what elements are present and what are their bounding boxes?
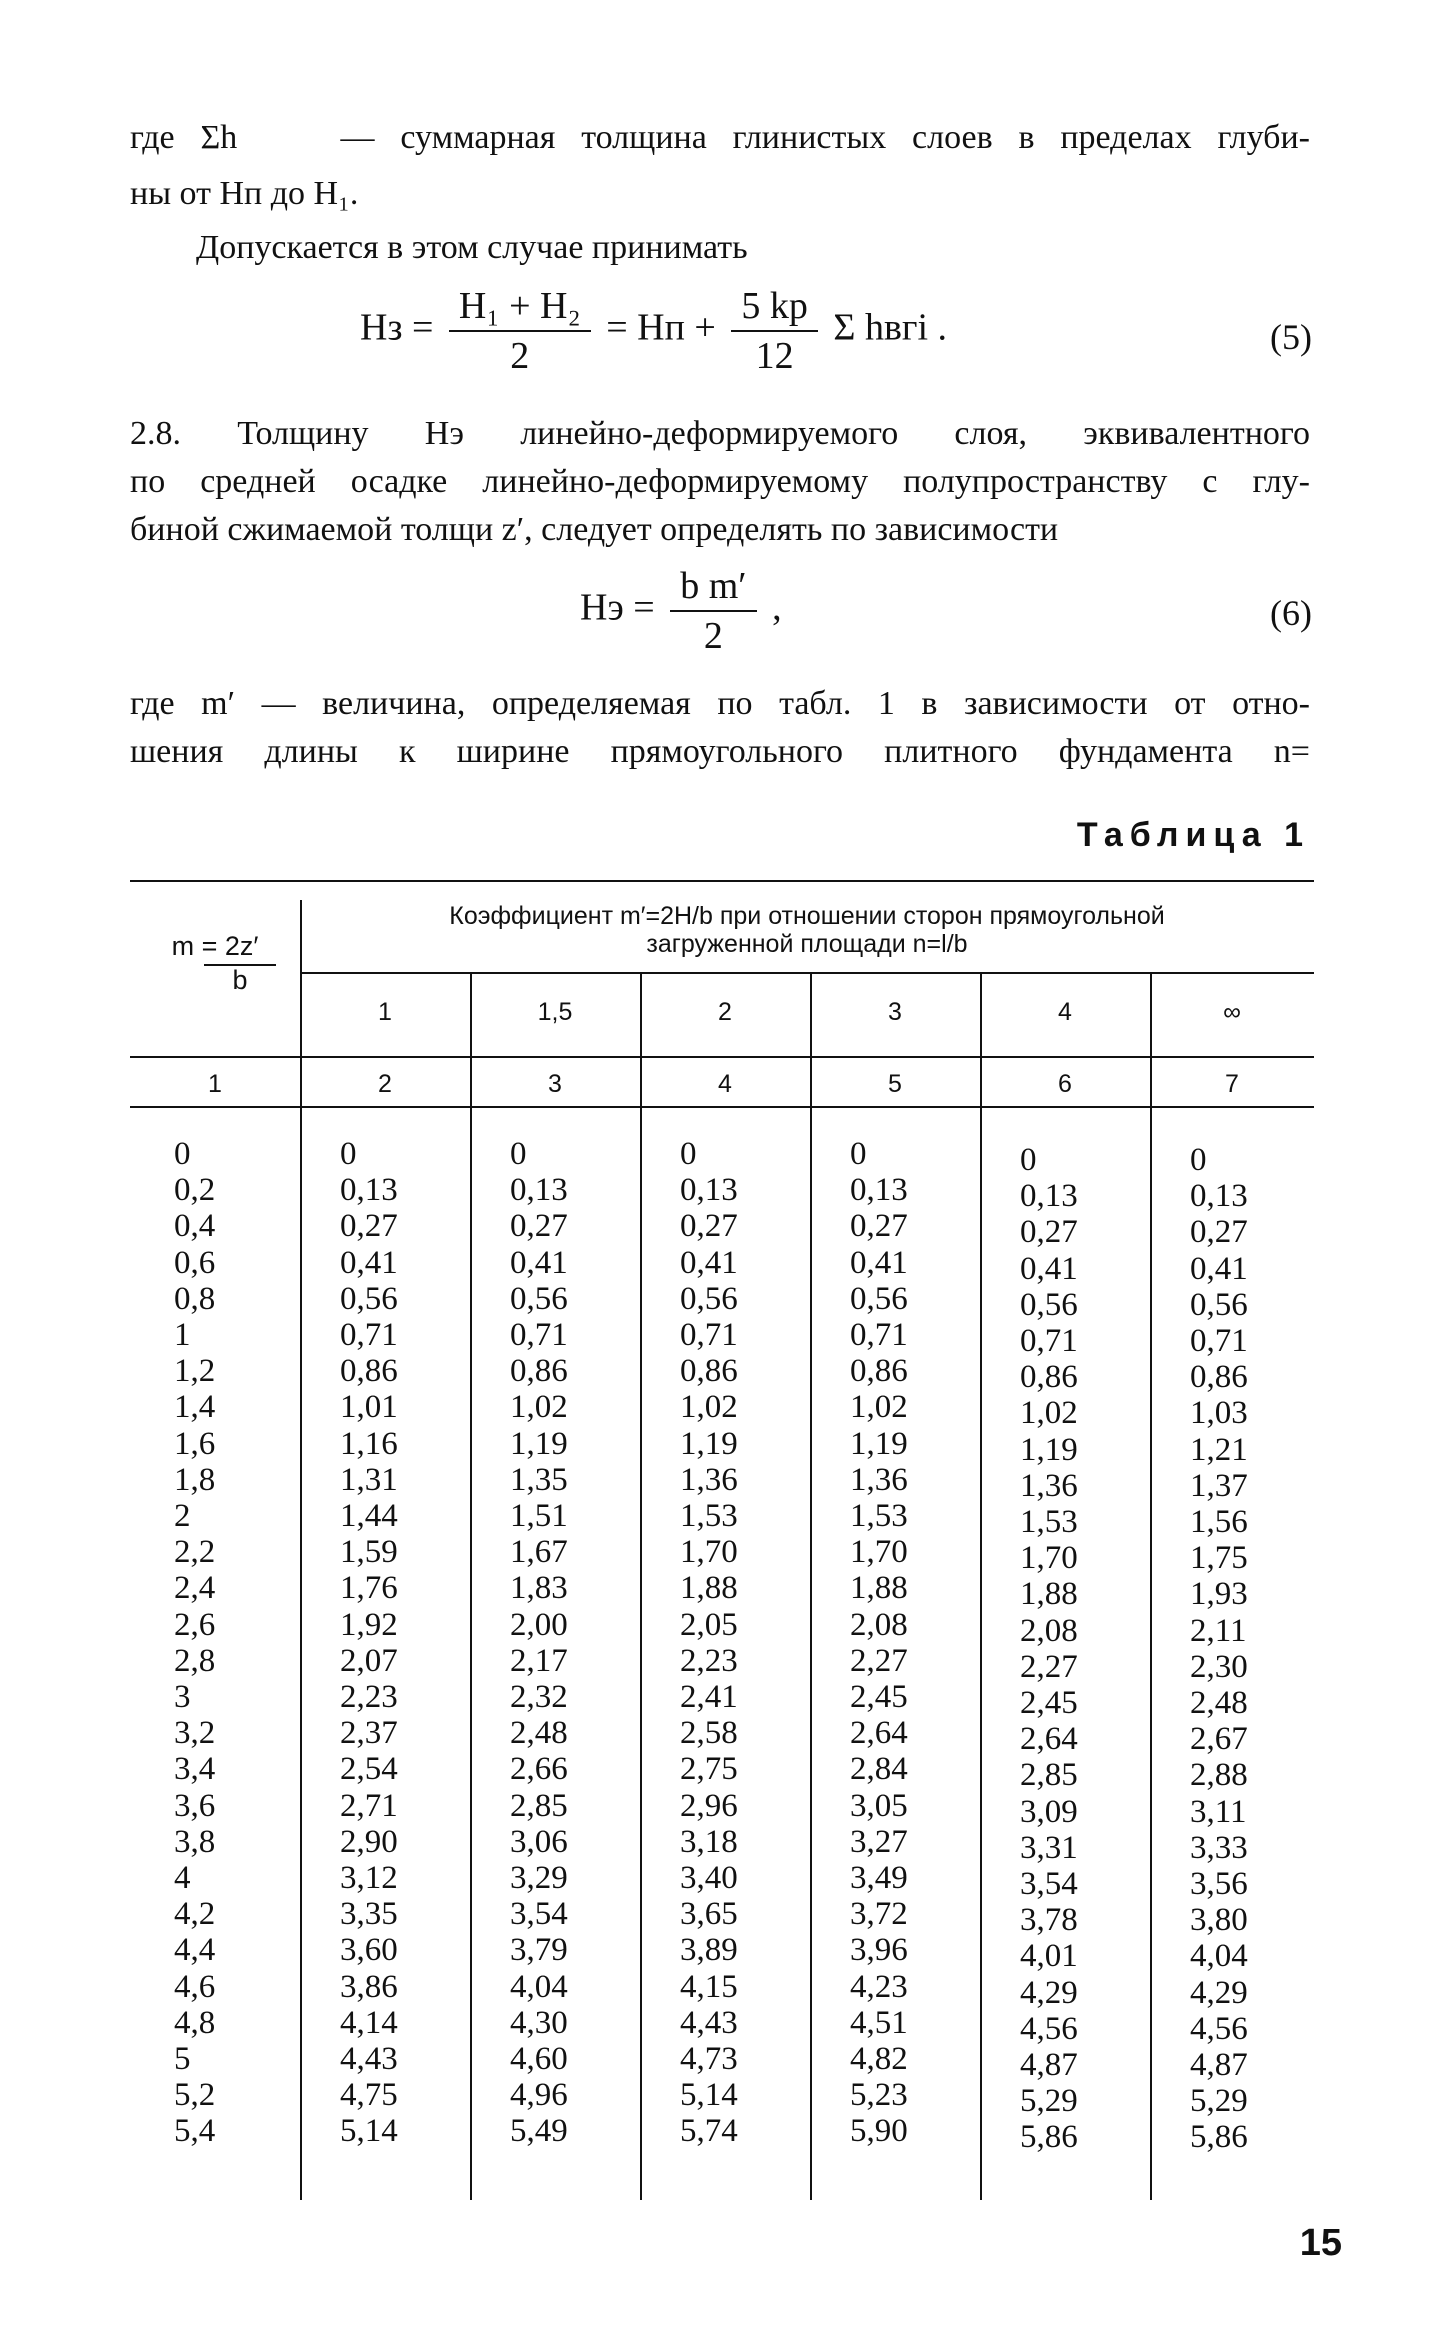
table-cell: 2,48 xyxy=(510,1715,568,1752)
table-cell: 1,76 xyxy=(340,1570,398,1607)
table-cell: 2,17 xyxy=(510,1642,568,1679)
table-cell: 1,53 xyxy=(850,1498,908,1535)
table-cell: 4,87 xyxy=(1020,2047,1078,2084)
data-table xyxy=(130,880,1314,2200)
table-cell: 3,96 xyxy=(850,1932,908,1969)
paragraph-line: ны от Hп до H₁. xyxy=(130,175,359,212)
table-header-rule xyxy=(130,1056,1314,1058)
table-cell: 2,30 xyxy=(1190,1648,1248,1685)
table-cell: 4,43 xyxy=(680,2004,738,2041)
table-cell: 0,56 xyxy=(340,1280,398,1317)
table-cell: 0,71 xyxy=(1020,1323,1078,1360)
table-cell: 2,48 xyxy=(1190,1685,1248,1722)
table-cell: 0,13 xyxy=(850,1172,908,1209)
table-cell: 2,64 xyxy=(850,1715,908,1752)
table-cell: 0,13 xyxy=(1020,1178,1078,1215)
table-cell: 3,2 xyxy=(174,1715,216,1752)
table-cell: 0,27 xyxy=(680,1208,738,1245)
table-cell: 4,51 xyxy=(850,2004,908,2041)
table-cell: 4,96 xyxy=(510,2077,568,2114)
table-cell: 2,45 xyxy=(1020,1685,1078,1722)
table-cell: 1,83 xyxy=(510,1570,568,1607)
table-cell: 4,04 xyxy=(1190,1938,1248,1975)
table-cell: 2,45 xyxy=(850,1679,908,1716)
table-cell: 3,80 xyxy=(1190,1902,1248,1939)
table-cell: 0,27 xyxy=(850,1208,908,1245)
table-caption: Таблица 1 xyxy=(1076,816,1310,854)
table-cell: 1,02 xyxy=(1020,1395,1078,1432)
table-cell: 4 xyxy=(174,1860,191,1897)
column-coefficient xyxy=(680,1136,738,2150)
table-cell: 0,41 xyxy=(340,1244,398,1281)
table-cell: 0,56 xyxy=(680,1280,738,1317)
column-number: 5 xyxy=(888,1070,902,1098)
table-cell: 3,8 xyxy=(174,1823,216,1860)
formula-tail: , xyxy=(772,586,782,629)
table-cell: 2,2 xyxy=(174,1534,216,1571)
formula-tail: Σ hвгi . xyxy=(833,306,948,349)
table-cell: 0,27 xyxy=(1020,1214,1078,1251)
table-cell: 0,71 xyxy=(1190,1323,1248,1360)
table-cell: 3,29 xyxy=(510,1860,568,1897)
table-cell: 1,21 xyxy=(1190,1431,1248,1468)
table-cell: 2,27 xyxy=(1020,1648,1078,1685)
table-cell: 1,67 xyxy=(510,1534,568,1571)
fraction-numerator: H₁ + H₂ xyxy=(449,284,591,332)
table-cell: 3,86 xyxy=(340,1968,398,2005)
table-cell: 2,4 xyxy=(174,1570,216,1607)
table-cell: 5,14 xyxy=(340,2113,398,2150)
table-cell: 0,41 xyxy=(1190,1250,1248,1287)
table-cell: 5,2 xyxy=(174,2077,216,2114)
paragraph-line: биной сжимаемой толщи z′, следует определять по зависимости xyxy=(130,511,1059,548)
table-cell: 2,07 xyxy=(340,1642,398,1679)
table-cell: 5,4 xyxy=(174,2113,216,2150)
table-column-rule xyxy=(640,972,642,2200)
table-cell: 2,54 xyxy=(340,1751,398,1788)
table-cell: 1,19 xyxy=(850,1425,908,1462)
m-label-top: m = 2z′ xyxy=(171,931,259,961)
table-cell: 2,05 xyxy=(680,1606,738,1643)
table-cell: 0,86 xyxy=(1020,1359,1078,1396)
table-cell: 2,32 xyxy=(510,1679,568,1716)
table-cell: 4,01 xyxy=(1020,1938,1078,1975)
table-cell: 1,56 xyxy=(1190,1504,1248,1541)
table-cell: 3,54 xyxy=(510,1896,568,1933)
fraction-denominator: 12 xyxy=(755,335,794,377)
table-cell: 2,88 xyxy=(1190,1757,1248,1794)
table-cell: 3,12 xyxy=(340,1860,398,1897)
table-cell: 2 xyxy=(174,1498,191,1535)
table-cell: 3,54 xyxy=(1020,1866,1078,1903)
paragraph-line: где Σh — суммарная толщина глинистых слоев в пределах глуби- xyxy=(130,119,1310,156)
table-cell: 0,41 xyxy=(510,1244,568,1281)
page-number: 15 xyxy=(1299,2222,1342,2264)
fraction xyxy=(449,284,591,378)
table-cell: 5,14 xyxy=(680,2077,738,2114)
table-cell: 4,15 xyxy=(680,1968,738,2005)
table-cell: 4,14 xyxy=(340,2004,398,2041)
table-cell: 3,27 xyxy=(850,1823,908,1860)
fraction-numerator: 5 kp xyxy=(731,284,818,332)
m-label xyxy=(130,932,300,994)
table-cell: 0,86 xyxy=(510,1353,568,1390)
table-header-line: загруженной площади n=l/b xyxy=(646,930,968,958)
table-cell: 4,30 xyxy=(510,2004,568,2041)
formula-middle: = Hп + xyxy=(606,306,716,349)
table-cell: 3,60 xyxy=(340,1932,398,1969)
table-cell: 1,19 xyxy=(680,1425,738,1462)
fraction xyxy=(670,564,756,658)
table-column-rule xyxy=(980,972,982,2200)
table-cell: 0,8 xyxy=(174,1280,216,1317)
table-cell: 3,31 xyxy=(1020,1829,1078,1866)
table-cell: 0,41 xyxy=(850,1244,908,1281)
table-cell: 0,41 xyxy=(680,1244,738,1281)
n-value-header: 1 xyxy=(378,998,392,1026)
table-cell: 4,56 xyxy=(1020,2010,1078,2047)
table-cell: 3,06 xyxy=(510,1823,568,1860)
n-value-header: 4 xyxy=(1058,998,1072,1026)
table-cell: 3,18 xyxy=(680,1823,738,1860)
paragraph-line: 2.8. Толщину Hэ линейно-деформируемого слоя, эквивалентного xyxy=(130,415,1310,452)
table-cell: 2,11 xyxy=(1190,1612,1247,1649)
fraction-denominator: 2 xyxy=(510,335,530,377)
table-cell: 4,29 xyxy=(1190,1974,1248,2011)
n-value-header: ∞ xyxy=(1223,998,1241,1026)
table-cell: 4,8 xyxy=(174,2004,216,2041)
table-cell: 1,36 xyxy=(850,1461,908,1498)
table-cell: 0 xyxy=(174,1136,191,1172)
table-cell: 3,65 xyxy=(680,1896,738,1933)
column-m xyxy=(174,1136,215,2150)
paragraph-line: шения длины к ширине прямоугольного плитного фундамента n= xyxy=(130,733,1310,770)
column-number: 2 xyxy=(378,1070,392,1098)
table-cell: 2,75 xyxy=(680,1751,738,1788)
table-cell: 3,6 xyxy=(174,1787,216,1824)
table-cell: 2,67 xyxy=(1190,1721,1248,1758)
table-cell: 3,56 xyxy=(1190,1866,1248,1903)
table-cell: 2,27 xyxy=(850,1642,908,1679)
column-coefficient xyxy=(340,1136,398,2150)
table-cell: 0 xyxy=(340,1136,357,1172)
table-cell: 2,66 xyxy=(510,1751,568,1788)
column-coefficient xyxy=(1020,1142,1078,2156)
table-cell: 1,36 xyxy=(680,1461,738,1498)
equation-number: (6) xyxy=(1270,593,1312,633)
table-cell: 1,53 xyxy=(680,1498,738,1535)
table-cell: 1,35 xyxy=(510,1461,568,1498)
table-cell: 2,00 xyxy=(510,1606,568,1643)
table-column-rule xyxy=(810,972,812,2200)
table-cell: 5,49 xyxy=(510,2113,568,2150)
table-cell: 3,79 xyxy=(510,1932,568,1969)
table-cell: 0,13 xyxy=(680,1172,738,1209)
table-cell: 0,71 xyxy=(340,1317,398,1354)
table-cell: 0 xyxy=(680,1136,697,1172)
table-cell: 2,37 xyxy=(340,1715,398,1752)
table-cell: 1,70 xyxy=(1020,1540,1078,1577)
table-cell: 0,2 xyxy=(174,1172,216,1209)
table-cell: 5,23 xyxy=(850,2077,908,2114)
table-cell: 0,41 xyxy=(1020,1250,1078,1287)
table-cell: 1,16 xyxy=(340,1425,398,1462)
table-cell: 1,36 xyxy=(1020,1467,1078,1504)
table-cell: 4,43 xyxy=(340,2041,398,2078)
table-cell: 1,93 xyxy=(1190,1576,1248,1613)
table-cell: 3 xyxy=(174,1679,191,1716)
table-cell: 4,23 xyxy=(850,1968,908,2005)
table-cell: 0,71 xyxy=(850,1317,908,1354)
formula-lhs: Hз = xyxy=(360,306,434,349)
paragraph-line: по средней осадке линейно-деформируемому полупространству с глу- xyxy=(130,463,1310,500)
table-cell: 2,6 xyxy=(174,1606,216,1643)
table-cell: 3,4 xyxy=(174,1751,216,1788)
table-cell: 2,85 xyxy=(510,1787,568,1824)
fraction xyxy=(731,284,818,378)
column-number: 1 xyxy=(208,1070,222,1098)
table-cell: 0,86 xyxy=(850,1353,908,1390)
table-cell: 4,75 xyxy=(340,2077,398,2114)
table-cell: 5,86 xyxy=(1020,2119,1078,2156)
formula-6 xyxy=(580,564,782,658)
table-cell: 1,31 xyxy=(340,1461,398,1498)
table-cell: 1,53 xyxy=(1020,1504,1078,1541)
table-cell: 4,73 xyxy=(680,2041,738,2078)
table-cell: 3,35 xyxy=(340,1896,398,1933)
table-cell: 1,88 xyxy=(680,1570,738,1607)
table-cell: 1,01 xyxy=(340,1389,398,1426)
table-cell: 0,71 xyxy=(680,1317,738,1354)
fraction-denominator: 2 xyxy=(703,615,723,657)
table-cell: 3,05 xyxy=(850,1787,908,1824)
table-cell: 4,6 xyxy=(174,1968,216,2005)
table-cell: 5,74 xyxy=(680,2113,738,2150)
paragraph-line: где m′ — величина, определяемая по табл. 1 в зависимости от отно- xyxy=(130,685,1310,722)
table-cell: 1,37 xyxy=(1190,1467,1248,1504)
equation-number: (5) xyxy=(1270,317,1312,357)
table-cell: 0,13 xyxy=(1190,1178,1248,1215)
table-cell: 0 xyxy=(510,1136,527,1172)
table-cell: 2,41 xyxy=(680,1679,738,1716)
table-cell: 3,49 xyxy=(850,1860,908,1897)
table-column-rule xyxy=(470,972,472,2200)
table-cell: 0,27 xyxy=(510,1208,568,1245)
table-cell: 0,56 xyxy=(510,1280,568,1317)
table-cell: 1,44 xyxy=(340,1498,398,1535)
table-cell: 2,23 xyxy=(340,1679,398,1716)
table-cell: 2,90 xyxy=(340,1823,398,1860)
table-cell: 4,2 xyxy=(174,1896,216,1933)
table-cell: 1,70 xyxy=(680,1534,738,1571)
table-cell: 1,4 xyxy=(174,1389,216,1426)
table-cell: 0,56 xyxy=(1020,1286,1078,1323)
formula-5 xyxy=(360,284,947,378)
table-cell: 0,71 xyxy=(510,1317,568,1354)
table-cell: 1,6 xyxy=(174,1425,216,1462)
table-cell: 1,75 xyxy=(1190,1540,1248,1577)
table-cell: 2,8 xyxy=(174,1642,216,1679)
table-cell: 0,27 xyxy=(340,1208,398,1245)
fraction-numerator: b m′ xyxy=(670,564,756,612)
column-number: 6 xyxy=(1058,1070,1072,1098)
table-cell: 0,27 xyxy=(1190,1214,1248,1251)
table-cell: 1,19 xyxy=(1020,1431,1078,1468)
table-cell: 2,08 xyxy=(850,1606,908,1643)
table-cell: 4,29 xyxy=(1020,1974,1078,2011)
table-cell: 2,84 xyxy=(850,1751,908,1788)
column-coefficient xyxy=(1190,1142,1248,2156)
table-cell: 2,64 xyxy=(1020,1721,1078,1758)
table-cell: 3,40 xyxy=(680,1860,738,1897)
table-cell: 1,88 xyxy=(1020,1576,1078,1613)
table-cell: 1,03 xyxy=(1190,1395,1248,1432)
table-column-rule xyxy=(1150,972,1152,2200)
table-cell: 0,13 xyxy=(340,1172,398,1209)
table-colnum-rule xyxy=(130,1106,1314,1108)
table-cell: 1,92 xyxy=(340,1606,398,1643)
table-cell: 1 xyxy=(174,1317,191,1354)
table-cell: 4,04 xyxy=(510,1968,568,2005)
table-cell: 0 xyxy=(850,1136,867,1172)
column-coefficient xyxy=(510,1136,568,2150)
table-header-line: Коэффициент m′=2H/b при отношении сторон прямоугольной xyxy=(449,902,1165,930)
table-cell: 1,19 xyxy=(510,1425,568,1462)
table-cell: 5 xyxy=(174,2041,191,2078)
table-cell: 3,09 xyxy=(1020,1793,1078,1830)
table-cell: 2,08 xyxy=(1020,1612,1078,1649)
formula-lhs: Hэ = xyxy=(580,586,655,629)
table-cell: 1,02 xyxy=(680,1389,738,1426)
table-cell: 2,23 xyxy=(680,1642,738,1679)
table-cell: 1,59 xyxy=(340,1534,398,1571)
table-cell: 0,56 xyxy=(850,1280,908,1317)
column-number: 4 xyxy=(718,1070,732,1098)
table-cell: 0,4 xyxy=(174,1208,216,1245)
table-cell: 5,90 xyxy=(850,2113,908,2150)
m-label-bottom: b xyxy=(204,964,276,994)
table-cell: 1,2 xyxy=(174,1353,216,1390)
table-cell: 1,02 xyxy=(510,1389,568,1426)
table-subheader-rule xyxy=(300,972,1314,974)
table-cell: 3,72 xyxy=(850,1896,908,1933)
table-cell: 4,4 xyxy=(174,1932,216,1969)
table-cell: 1,02 xyxy=(850,1389,908,1426)
paragraph-line: Допускается в этом случае принимать xyxy=(196,229,748,266)
table-cell: 1,51 xyxy=(510,1498,568,1535)
column-coefficient xyxy=(850,1136,908,2150)
table-cell: 3,89 xyxy=(680,1932,738,1969)
n-value-header: 3 xyxy=(888,998,902,1026)
table-cell: 0,6 xyxy=(174,1244,216,1281)
table-cell: 0 xyxy=(1020,1142,1037,1178)
table-cell: 2,85 xyxy=(1020,1757,1078,1794)
table-cell: 2,96 xyxy=(680,1787,738,1824)
table-cell: 5,29 xyxy=(1190,2083,1248,2120)
table-cell: 4,56 xyxy=(1190,2010,1248,2047)
table-cell: 0,86 xyxy=(680,1353,738,1390)
column-number: 3 xyxy=(548,1070,562,1098)
table-cell: 2,58 xyxy=(680,1715,738,1752)
table-cell: 1,88 xyxy=(850,1570,908,1607)
table-cell: 2,71 xyxy=(340,1787,398,1824)
table-cell: 4,87 xyxy=(1190,2047,1248,2084)
table-cell: 0,56 xyxy=(1190,1286,1248,1323)
table-cell: 3,11 xyxy=(1190,1793,1247,1830)
table-cell: 5,86 xyxy=(1190,2119,1248,2156)
column-number: 7 xyxy=(1225,1070,1239,1098)
table-cell: 0,86 xyxy=(340,1353,398,1390)
table-cell: 4,82 xyxy=(850,2041,908,2078)
n-value-header: 2 xyxy=(718,998,732,1026)
table-cell: 3,33 xyxy=(1190,1829,1248,1866)
table-cell: 3,78 xyxy=(1020,1902,1078,1939)
table-top-rule xyxy=(130,880,1314,882)
table-header xyxy=(300,902,1314,958)
table-cell: 5,29 xyxy=(1020,2083,1078,2120)
table-cell: 0,86 xyxy=(1190,1359,1248,1396)
table-cell: 4,60 xyxy=(510,2041,568,2078)
table-cell: 0 xyxy=(1190,1142,1207,1178)
table-cell: 0,13 xyxy=(510,1172,568,1209)
table-cell: 1,70 xyxy=(850,1534,908,1571)
table-cell: 1,8 xyxy=(174,1461,216,1498)
n-value-header: 1,5 xyxy=(537,998,573,1026)
